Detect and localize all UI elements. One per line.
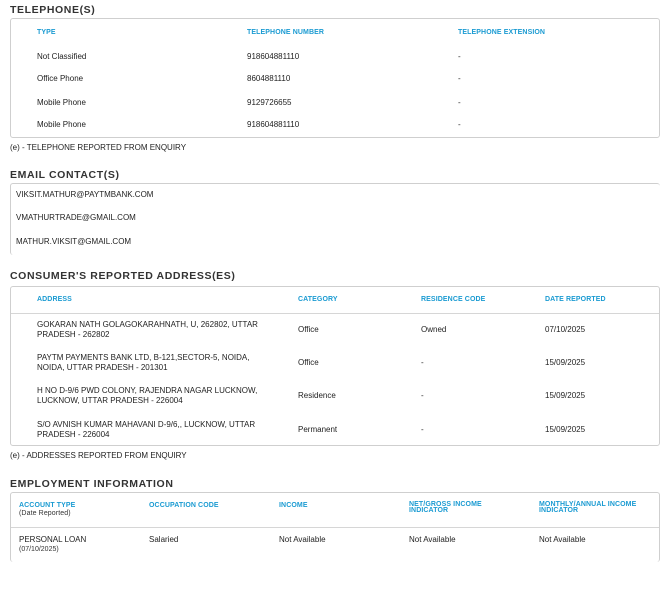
telephone-type: Mobile Phone	[37, 120, 86, 129]
date-reported-header: DATE REPORTED	[545, 296, 606, 303]
category-header: CATEGORY	[298, 296, 338, 303]
employment-occupation: Salaried	[149, 535, 179, 544]
residence-code: Owned	[421, 325, 447, 334]
residence-code: -	[421, 391, 424, 400]
telephones-table	[10, 18, 660, 138]
telephone-type: Not Classified	[37, 52, 87, 61]
date-reported: 15/09/2025	[545, 391, 586, 400]
employment-income: Not Available	[279, 535, 326, 544]
employment-monthly-annual: Not Available	[539, 535, 586, 544]
telephone-number: 918604881110	[247, 120, 300, 129]
address-category: Permanent	[298, 425, 338, 434]
net-gross-income-header	[409, 502, 482, 514]
addresses-title: CONSUMER'S REPORTED ADDRESS(ES)	[10, 270, 236, 282]
addresses-note: (e) - ADDRESSES REPORTED FROM ENQUIRY	[10, 451, 187, 460]
address-line: PRADESH - 262802	[37, 330, 110, 339]
addresses-table	[10, 286, 660, 446]
address-header: ADDRESS	[37, 296, 72, 303]
telephone-number: 918604881110	[247, 52, 300, 61]
employment-table	[10, 492, 660, 562]
telephones-title: TELEPHONE(S)	[10, 4, 96, 16]
date-reported: 07/10/2025	[545, 325, 586, 334]
email-item: VIKSIT.MATHUR@PAYTMBANK.COM	[16, 190, 154, 199]
monthly-annual-income-header	[539, 502, 636, 514]
telephone-number-header: TELEPHONE NUMBER	[247, 29, 325, 36]
telephone-type-header: TYPE	[37, 29, 56, 36]
monthly-annual-income-header-line1: MONTHLY/ANNUAL INCOME	[539, 501, 637, 508]
address-category: Office	[298, 358, 319, 367]
address-line: H NO D-9/6 PWD COLONY, RAJENDRA NAGAR LUCKNOW,	[37, 386, 258, 395]
residence-code: -	[421, 425, 424, 434]
emails-title: EMAIL CONTACT(S)	[10, 169, 120, 181]
address-line: NOIDA, UTTAR PRADESH - 201301	[37, 363, 168, 372]
address-category: Residence	[298, 391, 336, 400]
employment-date-reported: (07/10/2025)	[19, 546, 59, 553]
telephone-type: Mobile Phone	[37, 98, 86, 107]
address-line: GOKARAN NATH GOLAGOKARAHNATH, U, 262802, UTTAR	[37, 320, 258, 329]
telephone-type: Office Phone	[37, 74, 84, 83]
account-type-header	[19, 502, 75, 518]
employment-account-type: PERSONAL LOAN	[19, 535, 87, 544]
telephone-number: 8604881110	[247, 74, 291, 83]
account-type-header-label: ACCOUNT TYPE	[19, 502, 76, 509]
date-reported: 15/09/2025	[545, 425, 586, 434]
telephones-note: (e) - TELEPHONE REPORTED FROM ENQUIRY	[10, 143, 187, 152]
net-gross-income-header-line2: INDICATOR	[409, 507, 449, 514]
telephone-extension: -	[458, 52, 461, 61]
telephone-number: 9129726655	[247, 98, 292, 107]
telephone-extension: -	[458, 120, 461, 129]
address-category: Office	[298, 325, 319, 334]
telephone-extension-header: TELEPHONE EXTENSION	[458, 29, 546, 36]
address-line: PRADESH - 226004	[37, 430, 110, 439]
occupation-code-header: OCCUPATION CODE	[149, 502, 219, 509]
telephone-extension: -	[458, 98, 461, 107]
address-line: S/O AVNISH KUMAR MAHAVANI D-9/6,, LUCKNOW, UTTAR	[37, 420, 256, 429]
income-header: INCOME	[279, 502, 308, 509]
employment-net-gross: Not Available	[409, 535, 456, 544]
monthly-annual-income-header-line2: INDICATOR	[539, 507, 579, 514]
date-reported: 15/09/2025	[545, 358, 586, 367]
email-item: MATHUR.VIKSIT@GMAIL.COM	[16, 237, 132, 246]
address-line: LUCKNOW, UTTAR PRADESH - 226004	[37, 396, 183, 405]
account-type-header-sub: (Date Reported)	[19, 510, 71, 517]
residence-code-header: RESIDENCE CODE	[421, 296, 486, 303]
header-divider	[11, 313, 659, 314]
header-divider	[11, 527, 659, 528]
telephone-extension: -	[458, 74, 461, 83]
net-gross-income-header-line1: NET/GROSS INCOME	[409, 501, 482, 508]
employment-title: EMPLOYMENT INFORMATION	[10, 478, 174, 490]
address-line: PAYTM PAYMENTS BANK LTD, B-121,SECTOR-5, NOIDA,	[37, 353, 250, 362]
residence-code: -	[421, 358, 424, 367]
email-item: VMATHURTRADE@GMAIL.COM	[16, 213, 136, 222]
